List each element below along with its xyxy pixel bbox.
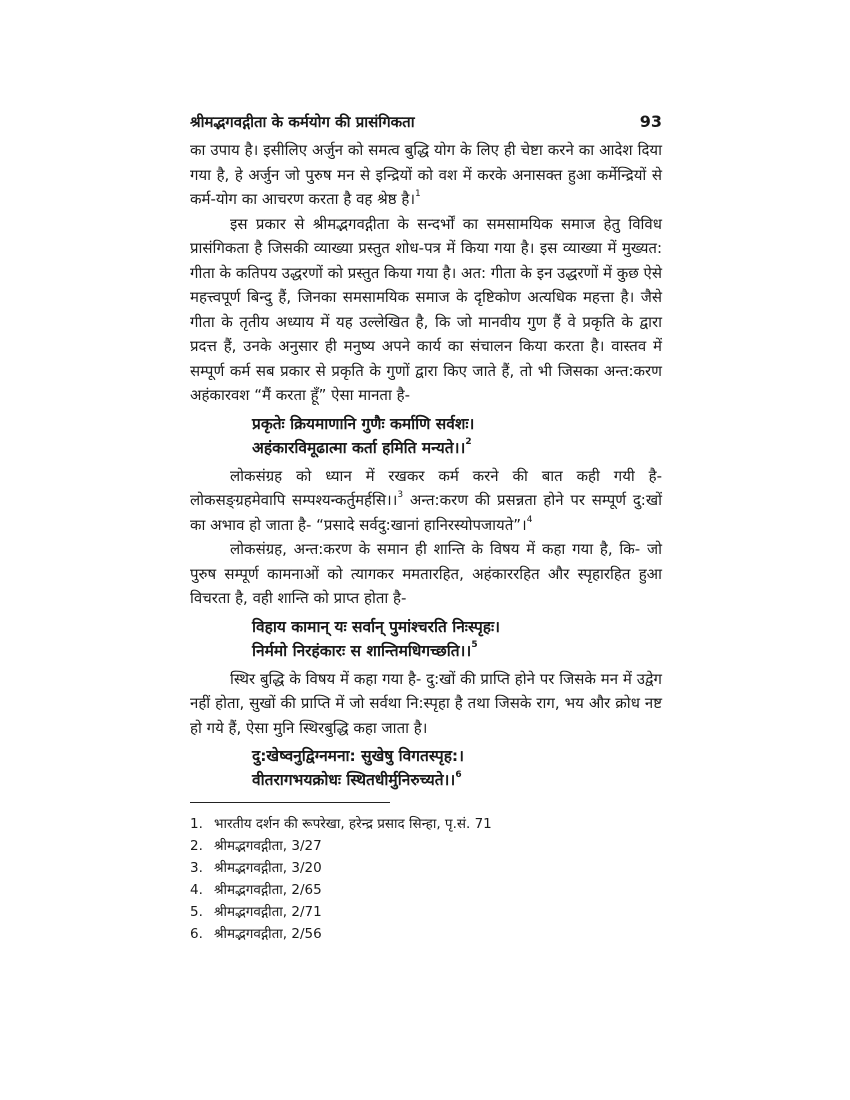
footnote-text: भारतीय दर्शन की रूपरेखा, हरेन्द्र प्रसाद सिन्हा, पृ.सं. 71 [214, 816, 492, 832]
footnote-ref: 6 [455, 769, 462, 780]
footnote-number: 2. [190, 838, 203, 854]
verse [252, 412, 662, 460]
footnote-ref: 4 [526, 514, 533, 525]
footnotes-list [190, 813, 662, 945]
footnote [190, 813, 662, 835]
footnote-number: 5. [190, 904, 203, 920]
footnote [190, 879, 662, 901]
footnote [190, 835, 662, 857]
verse-line: अहंकारविमूढात्मा कर्ता हमिति मन्यते।।$^2$ [252, 437, 472, 457]
running-title: श्रीमद्भगवद्गीता के कर्मयोग की प्रासंगिकता [190, 113, 415, 131]
page [190, 112, 662, 945]
footnote [190, 923, 662, 945]
paragraph [190, 464, 662, 538]
footnote-text: श्रीमद्भगवद्गीता, 2/56 [214, 926, 322, 942]
footnote [190, 901, 662, 923]
paragraph-text: अन्त:करण की प्रसन्नता होने पर सम्पूर्ण दु:खों का अभाव हो जाता है- “प्रसादे सर्वदु:खानां हानिरस्योपजायते”। [190, 491, 662, 534]
verse-line: दु:खेष्वनुद्विग्नमना: सुखेषु विगतस्पृह:। [252, 747, 464, 765]
footnote-text: श्रीमद्भगवद्गीता, 2/71 [214, 904, 322, 920]
verse [252, 615, 662, 663]
footnote-ref: 3 [397, 490, 404, 500]
footnote-number: 4. [190, 882, 203, 898]
footnote-number: 1. [190, 816, 203, 832]
footnote-text: श्रीमद्भगवद्गीता, 2/65 [214, 882, 322, 898]
paragraph [190, 667, 662, 741]
paragraph [190, 537, 662, 611]
paragraph-text: का उपाय है। इसीलिए अर्जुन को समत्व बुद्धि योग के लिए ही चेष्टा करने का आदेश दिया गया है, हे अर्जुन जो पुरुष मन से इन्द्रियों को वश में करके अनासक्त हुआ कर्मेन्द्रियों से कर्म-योग का आचरण करता है वह श्रेष्ठ है। [190, 141, 662, 208]
paragraph [190, 212, 662, 408]
paragraph [190, 138, 662, 212]
footnote-text: श्रीमद्भगवद्गीता, 3/27 [214, 838, 322, 854]
footnote-number: 6. [190, 926, 203, 942]
verse [252, 744, 662, 792]
footnote-ref: 5 [471, 640, 478, 651]
verse-line: निर्ममो निरहंकारः स शान्तिमधिगच्छति।।$^5$ [252, 640, 478, 660]
verse-line: प्रकृतेः क्रियमाणानि गुणैः कर्माणि सर्वशः। [252, 414, 475, 433]
paragraph-text: लोकसंग्रह, अन्त:करण के समान ही शान्ति के विषय में कहा गया है, कि- जो पुरुष सम्पूर्ण कामनाओं को त्यागकर ममतारहित, अहंकाररहित और स्पृहारहित हुआ विचरता है, वही शान्ति को प्राप्त होता है- [190, 540, 662, 607]
running-header [190, 112, 662, 138]
footnote-ref: 1 [415, 189, 421, 199]
paragraph-text: लोकसंग्रह को ध्यान में रखकर कर्म करने की बात कही गयी है- लोकसङ्ग्रहमेवापि सम्पश्यन्कर्तुमर्हसि।। [190, 466, 662, 509]
verse-line: वीतरागभयक्रोधः स्थितधीर्मुनिरुच्यते।।$^6$ [252, 769, 462, 789]
footnote-ref: 2 [465, 437, 472, 448]
footnote-divider [190, 802, 390, 803]
footnote [190, 857, 662, 879]
verse-line: विहाय कामान् यः सर्वान् पुमांश्चरति निःस्पृहः। [252, 617, 501, 636]
footnote-text: श्रीमद्भगवद्गीता, 3/20 [214, 860, 322, 876]
paragraph-text: इस प्रकार से श्रीमद्भगवद्गीता के सन्दर्भों का समसामयिक समाज हेतु विविध प्रासंगिकता है जिसकी व्याख्या प्रस्तुत शोध-पत्र में किया गया है। इस व्याख्या में मुख्यत: गीता के कतिपय उद्धरणों को प्रस्तुत किया गया है। अत: गीता के इन उद्धरणों में कुछ ऐसे महत्त्वपूर्ण बिन्दु हैं, जिनका समसामयिक समाज के दृष्टिकोण अत्यधिक महत्ता है। जैसे गीता के तृतीय अध्याय में यह उल्लेखित है, कि जो मानवीय गुण हैं वे प्रकृति के द्वारा प्रदत्त हैं, उनके अनुसार ही मनुष्य अपने कार्य का संचालन किया करता है। वास्तव में सम्पूर्ण कर्म सब प्रकार से प्रकृति के गुणों द्वारा किए जाते हैं, तो भी जिसका अन्त:करण अहंकारवश “मैं करता हूँ” ऐसा मानता है- [190, 214, 662, 404]
page-number: 93 [639, 112, 662, 131]
paragraph-text: स्थिर बुद्धि के विषय में कहा गया है- दु:खों की प्राप्ति होने पर जिसके मन में उद्वेग नहीं होता, सुखों की प्राप्ति में जो सर्वथा नि:स्पृहा है तथा जिसके राग, भय और क्रोध नष्ट हो गये हैं, ऐसा मुनि स्थिरबुद्धि कहा जाता है। [190, 669, 662, 737]
footnote-number: 3. [190, 860, 203, 876]
